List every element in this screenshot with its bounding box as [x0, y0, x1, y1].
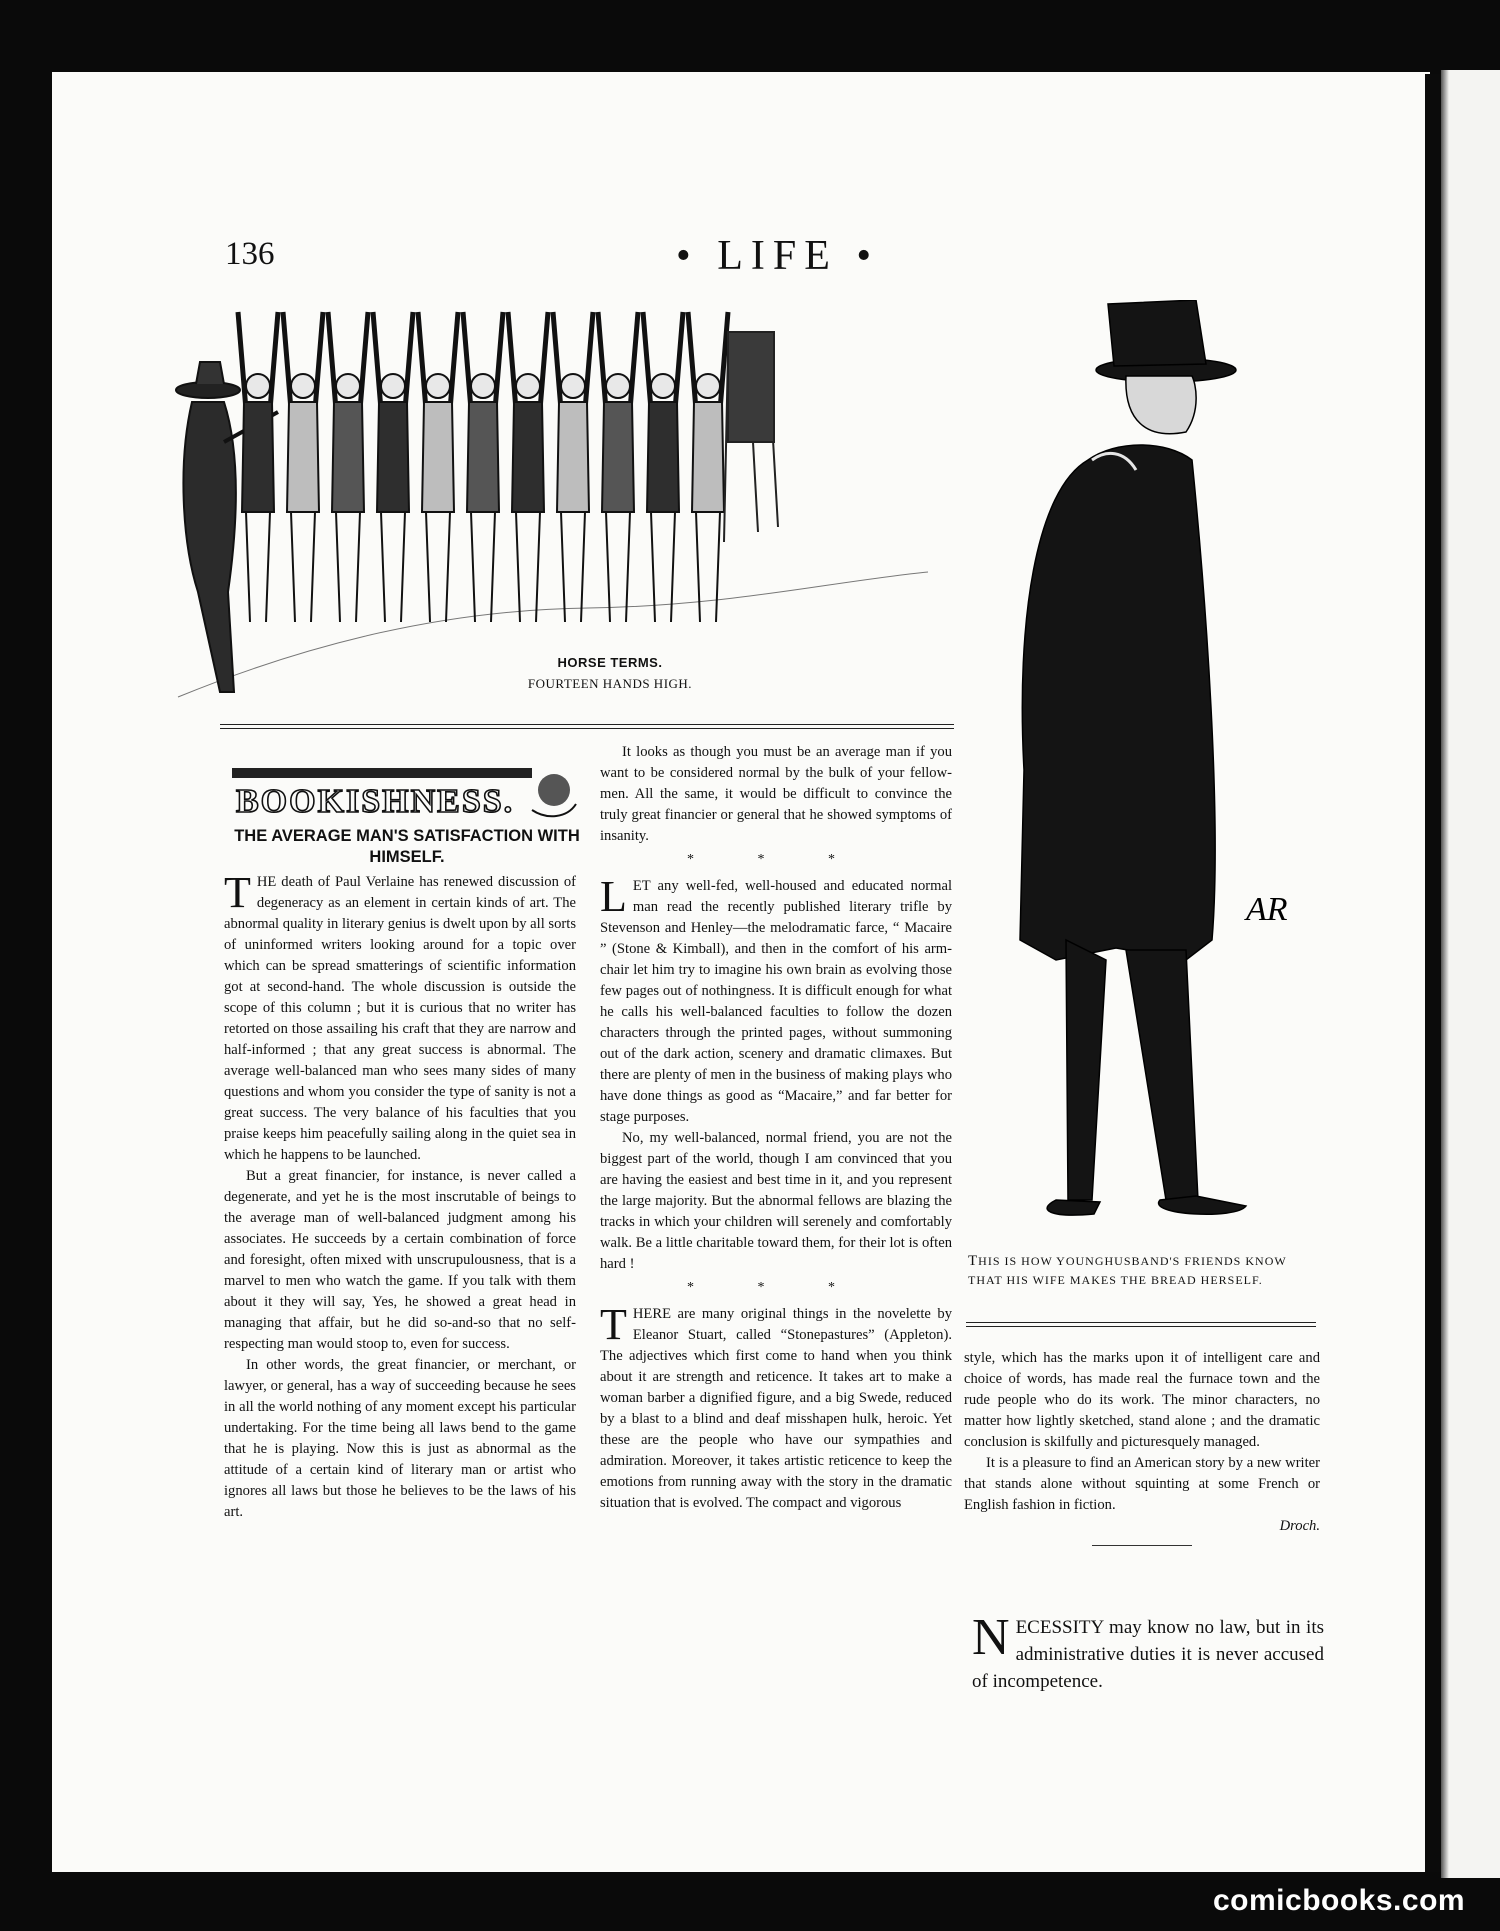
section-rule	[220, 724, 954, 729]
paragraph: style, which has the marks upon it of intelligent care and choice of words, has made real the furnace town and the rude people who do its work. The minor characters, no matter how lightly sketched, stand alone ; and the dramatic conclusion is skilfully and picturesquely managed.	[964, 1350, 1320, 1450]
section-rule	[966, 1322, 1316, 1327]
top-hat-gentleman-illustration	[996, 300, 1346, 1220]
paragraph: ECESSITY may know no law, but in its administrative duties it is never accused of incompetence.	[972, 1617, 1324, 1692]
facing-page-edge	[1441, 70, 1500, 1878]
drop-cap: L	[600, 872, 627, 921]
banner-text: BOOKISHNESS.	[236, 783, 515, 820]
standing-figure	[643, 312, 683, 622]
caption-title: HORSE TERMS.	[557, 655, 663, 670]
standing-figure	[328, 312, 368, 622]
masthead-title: • LIFE •	[676, 233, 880, 279]
site-watermark: comicbooks.com	[1213, 1884, 1466, 1917]
page-number: 136	[225, 236, 275, 272]
divider	[1092, 1545, 1192, 1546]
paragraph: ET any well-fed, well-housed and educated normal man read the recently published literary trifle by Stevenson and Henley—the melodramatic farce, “ Macaire ” (Stone & Kimball), and then in the comfort of his arm-chair let him try to imagine his own brain as evolving those few pages out of nothingness. It is difficult enough for what he calls his well-balanced faculties to follow the dozen characters through the printed pages, without summoning out of the dark action, scenery and dramatic climaxes. But there are plenty of men in the business of making plays who have done things as good as “Macaire,” and far better for stage purposes.	[600, 878, 952, 1125]
drop-cap: T	[224, 868, 251, 917]
standing-figure	[688, 312, 728, 622]
gentleman-caption: THIS IS HOW YOUNGHUSBAND'S FRIENDS KNOW THAT HIS WIFE MAKES THE BREAD HERSELF.	[968, 1253, 1287, 1287]
paragraph: HE death of Paul Verlaine has renewed discussion of degeneracy as an element in certain kinds of art. The abnormal quality in literary genius is dwelt upon by all sorts of uninformed writers looking around for a topic over which can be spread smatterings of scientific information got at second-hand. The whole discussion is outside the scope of this column ; but it is curious that no writer has retorted on those assailing his craft that they are narrow and half-informed ; that any great success is abnormal. The average well-balanced man who sees many sides of many questions and whom you consider the type of sanity is not a great success. The very balance of his faculties that you praise keeps him peacefully sailing along in the quiet sea in which he happens to be launched.	[224, 874, 576, 1163]
paragraph: HERE are many original things in the novelette by Eleanor Stuart, called “Stonepastures” (Appleton). The adjectives which first come to hand when you think about it are strength and reticence. It takes art to make a woman barber a dignified figure, and a big Swede, reduced by a blast to a blind and deaf misshapen hulk, heroic. Yet these are the people who have our sympathies and admiration. Moreover, it takes artistic reticence to keep the emotions from running away with the story in the dramatic situation that is evolved. The compact and vigorous	[600, 1306, 952, 1511]
necessity-squib	[972, 1609, 1324, 1695]
figure-row	[238, 312, 728, 622]
standing-figure	[283, 312, 323, 622]
article-column-1	[224, 868, 576, 1523]
drop-cap: N	[972, 1609, 1010, 1666]
standing-figure	[373, 312, 413, 622]
standing-figure	[553, 312, 593, 622]
article-headline: THE AVERAGE MAN'S SATISFACTION WITH HIMSELF.	[234, 827, 580, 866]
caption-subtitle: FOURTEEN HANDS HIGH.	[527, 676, 693, 691]
author-signature: Droch.	[1279, 1518, 1320, 1534]
paragraph: It looks as though you must be an average man if you want to be considered normal by the bulk of your fellow-men. All the same, it would be difficult to convince the truly great financier or general that he showed symptoms of insanity.	[600, 744, 952, 844]
article-column-2	[600, 742, 952, 1514]
standing-figure	[508, 312, 548, 622]
paragraph: It is a pleasure to find an American story by a new writer that stands alone without squinting at some French or English fashion in fiction.	[964, 1455, 1320, 1513]
page-gutter	[1425, 74, 1441, 1872]
paragraph: No, my well-balanced, normal friend, you are not the biggest part of the world, though I am convinced that you are having the easiest and best time in it, and you represent the large majority. But the abnormal fellows are blazing the tracks in which your children will serenely and comfortably walk. Be a little charitable toward them, for their lot is often hard !	[600, 1130, 952, 1272]
horse-terms-caption	[460, 652, 760, 694]
drop-cap: T	[600, 1300, 627, 1349]
paragraph: In other words, the great financier, or merchant, or lawyer, or general, has a way of succeeding because he sees in all the world nothing of any moment except his particular undertaking. For the time being all laws bend to the game that he is playing. Now this is just as abnormal as the attitude of a certain kind of literary man or artist who ignores all laws but those he believes to be the laws of his art.	[224, 1357, 576, 1520]
paragraph: But a great financier, for instance, is never called a degenerate, and yet he is the most inscrutable of beings to the average man of well-balanced judgment among his associates. He succeeds by a certain combination of force and foresight, often mixed with unscrupulousness, that is a marvel to men who watch the game. If you talk with them about it they will say, Yes, he showed a great head in managing that affair, but he did so-and-so that no self-respecting man would stoop to, even for success.	[224, 1168, 576, 1352]
section-divider-stars: * * *	[687, 852, 865, 867]
standing-figure	[598, 312, 638, 622]
bookishness-banner	[232, 760, 578, 826]
standing-figure	[463, 312, 503, 622]
section-divider-stars: * * *	[687, 1280, 865, 1295]
standing-figure	[238, 312, 278, 622]
article-column-3	[964, 1348, 1320, 1558]
artist-monogram: AR	[1246, 891, 1288, 928]
standing-figure	[418, 312, 458, 622]
